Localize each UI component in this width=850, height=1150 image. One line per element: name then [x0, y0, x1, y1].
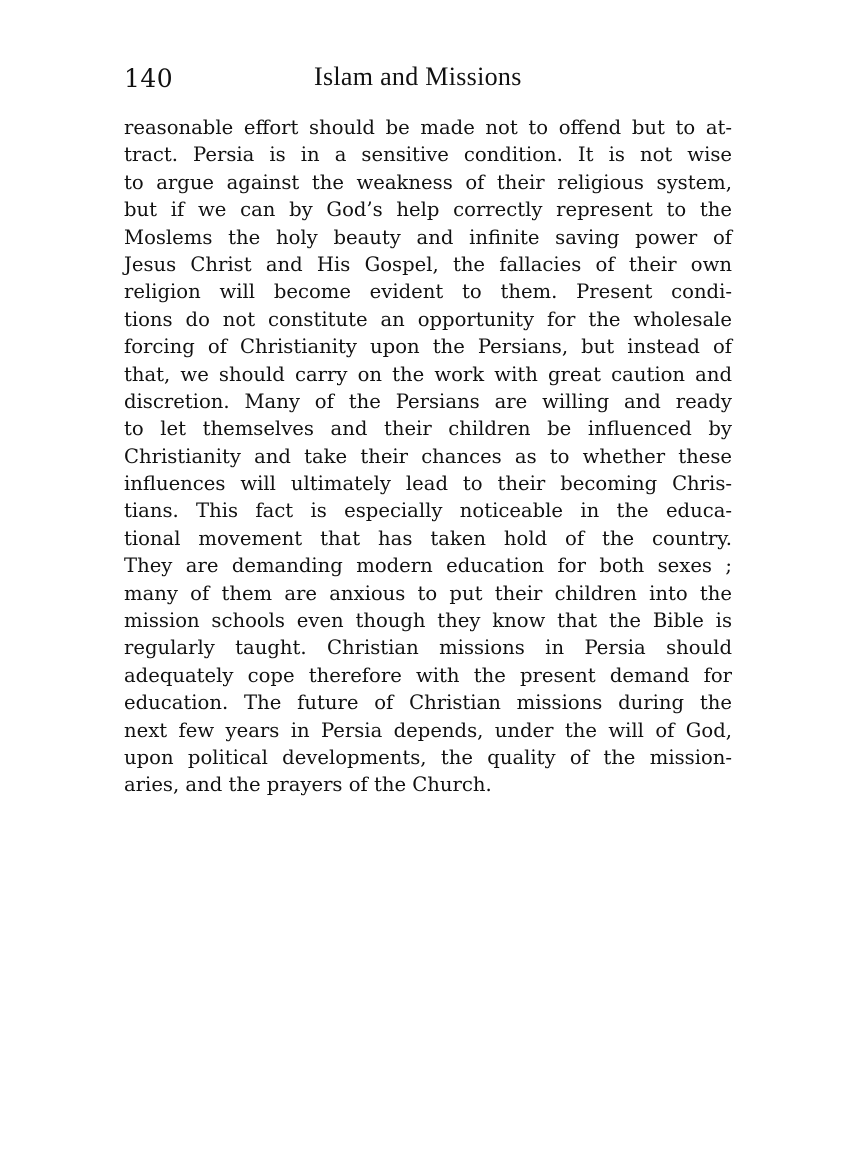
text-line: to let themselves and their children be influenced by [124, 417, 732, 441]
text-line: Christianity and take their chances as to whether these [124, 444, 732, 468]
text-line: tract. Persia is in a sensitive condition. It is not wise [124, 143, 732, 167]
text-line: They are demanding modern education for both sexes ; [124, 554, 732, 578]
page-header [124, 62, 734, 98]
text-line: forcing of Christianity upon the Persians, but instead of [124, 335, 732, 359]
text-line: to argue against the weakness of their religious system, [124, 170, 732, 194]
text-line: discretion. Many of the Persians are willing and ready [124, 389, 732, 413]
page-number: 140 [124, 64, 174, 93]
text-line: adequately cope therefore with the present demand for [124, 663, 732, 687]
text-line: regularly taught. Christian missions in Persia should [124, 636, 732, 660]
text-line: reasonable effort should be made not to offend but to at- [124, 116, 732, 139]
body-paragraph [124, 114, 732, 799]
running-head: Islam and Missions [314, 62, 522, 91]
text-line: tions do not constitute an opportunity for the wholesale [124, 307, 732, 331]
text-line: tians. This fact is especially noticeable in the educa- [124, 499, 732, 523]
text-line: Moslems the holy beauty and infinite saving power of [124, 225, 732, 249]
text-line: education. The future of Christian missions during the [124, 691, 732, 715]
text-line: next few years in Persia depends, under the will of God, [124, 718, 732, 742]
text-line: tional movement that has taken hold of the country. [124, 526, 732, 550]
text-line: religion will become evident to them. Present condi- [124, 280, 732, 304]
text-line: that, we should carry on the work with great caution and [124, 362, 732, 386]
text-line: aries, and the prayers of the Church. [124, 773, 492, 797]
text-line: mission schools even though they know that the Bible is [124, 609, 732, 633]
text-line: influences will ultimately lead to their becoming Chris- [124, 472, 732, 496]
text-line: upon political developments, the quality of the mission- [124, 745, 732, 769]
text-line: but if we can by God’s help correctly represent to the [124, 198, 732, 222]
text-line: many of them are anxious to put their children into the [124, 581, 732, 605]
text-line: Jesus Christ and His Gospel, the fallacies of their own [124, 252, 732, 276]
